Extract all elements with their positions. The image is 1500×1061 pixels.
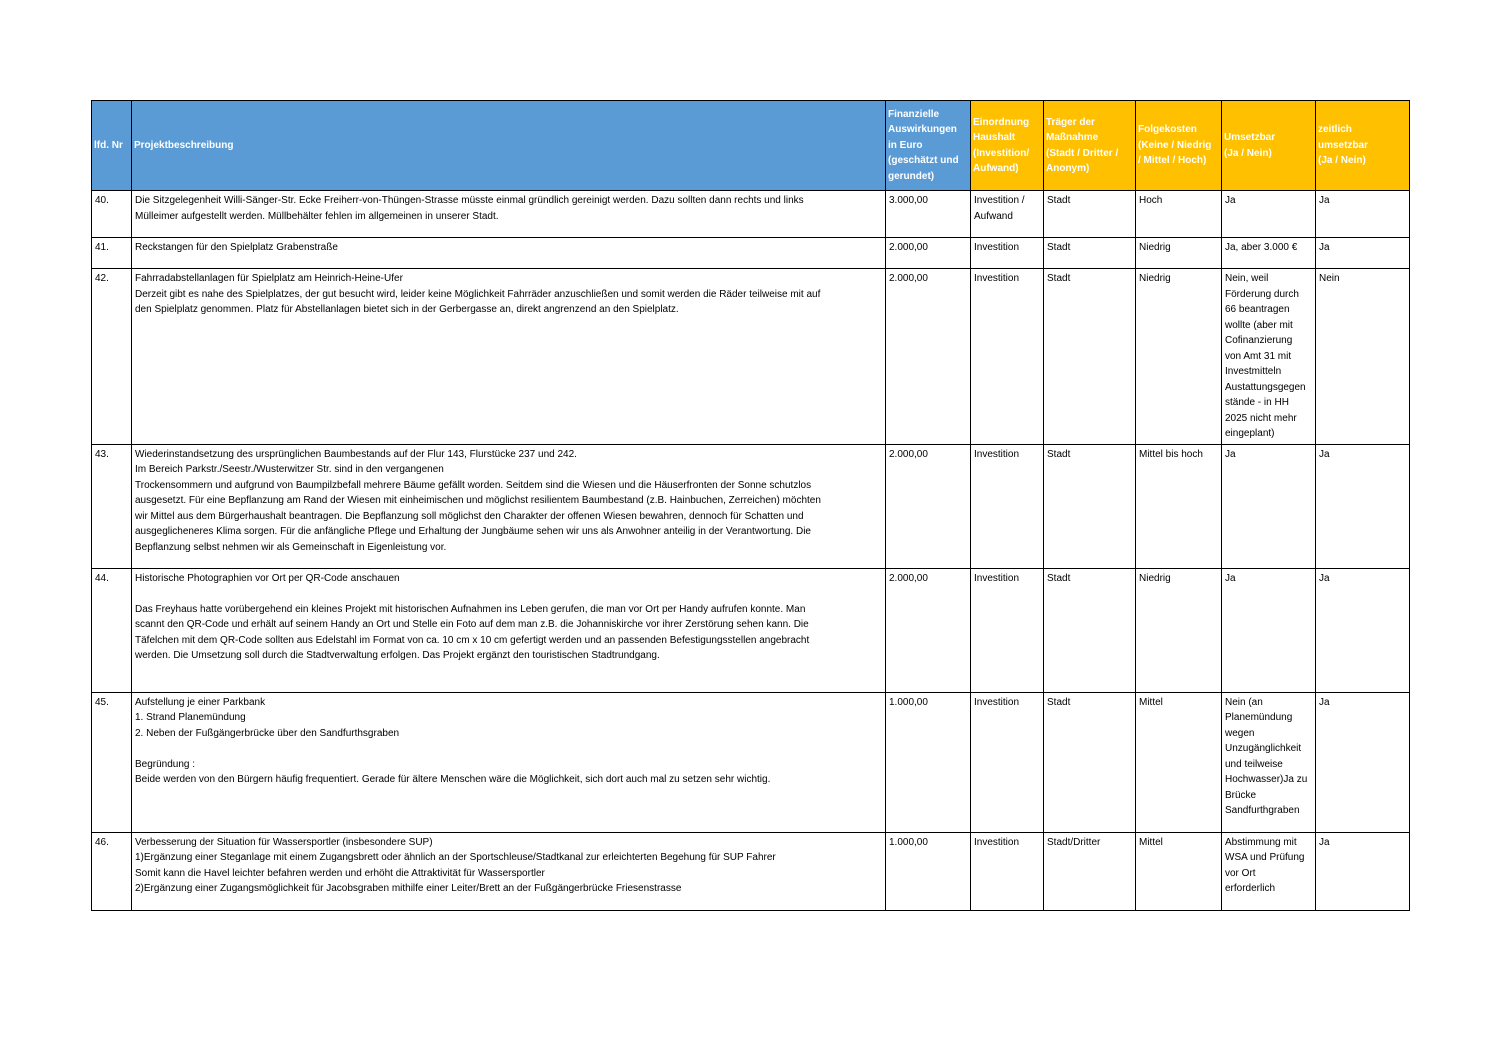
cell-folgekosten: Mittel bis hoch (1136, 444, 1222, 568)
cell-nr: 46. (92, 832, 132, 910)
cell-nr: 45. (92, 692, 132, 832)
cell-finanzielle: 1.000,00 (886, 832, 971, 910)
cell-umsetzbar: Ja (1222, 444, 1316, 568)
cell-umsetzbar: Nein (an Planemündung wegen Unzugänglichkeit und teilweise Hochwasser)Ja zu Brücke Sandfurthgraben (1222, 692, 1316, 832)
cell-einordnung: Investition (971, 269, 1044, 445)
cell-einordnung: Investition / Aufwand (971, 191, 1044, 238)
header-row (92, 101, 1410, 191)
cell-finanzielle: 2.000,00 (886, 238, 971, 269)
projects-table (91, 100, 1410, 911)
cell-traeger: Stadt (1044, 444, 1136, 568)
header-nr: lfd. Nr (92, 101, 132, 191)
cell-zeitlich: Ja (1316, 191, 1410, 238)
table-row (92, 832, 1410, 910)
header-umsetzbar: Umsetzbar (Ja / Nein) (1222, 101, 1316, 191)
cell-folgekosten: Niedrig (1136, 238, 1222, 269)
cell-traeger: Stadt (1044, 568, 1136, 692)
cell-finanzielle: 3.000,00 (886, 191, 971, 238)
cell-umsetzbar: Ja, aber 3.000 € (1222, 238, 1316, 269)
header-einordnung-haushalt: Einordnung Haushalt (Investition/ Aufwand) (971, 101, 1044, 191)
cell-nr: 40. (92, 191, 132, 238)
cell-traeger: Stadt (1044, 238, 1136, 269)
cell-finanzielle: 2.000,00 (886, 269, 971, 445)
cell-traeger: Stadt/Dritter (1044, 832, 1136, 910)
header-zeitlich-umsetzbar: zeitlich umsetzbar (Ja / Nein) (1316, 101, 1410, 191)
cell-projektbeschreibung: Fahrradabstellanlagen für Spielplatz am Heinrich-Heine-Ufer Derzeit gibt es nahe des Spielplatzes, der gut besucht wird, leider keine Möglichkeit Fahrräder anzuschließen und somit werden die Räder teilweise mit auf den Spielplatz genommen. Platz für Abstellanlagen bietet sich in der Gerbergasse an, direkt angrenzend an den Spielplatz. (132, 269, 886, 445)
cell-zeitlich: Ja (1316, 238, 1410, 269)
cell-einordnung: Investition (971, 238, 1044, 269)
cell-einordnung: Investition (971, 444, 1044, 568)
cell-folgekosten: Mittel (1136, 692, 1222, 832)
cell-projektbeschreibung: Die Sitzgelegenheit Willi-Sänger-Str. Ecke Freiherr-von-Thüngen-Strasse müsste einmal gründlich gereinigt werden. Dazu sollten dann rechts und links Mülleimer aufgestellt werden. Müllbehälter fehlen im allgemeinen in unserer Stadt. (132, 191, 886, 238)
cell-finanzielle: 2.000,00 (886, 568, 971, 692)
table-row (92, 191, 1410, 238)
cell-nr: 43. (92, 444, 132, 568)
cell-folgekosten: Mittel (1136, 832, 1222, 910)
header-finanzielle-auswirkungen: Finanzielle Auswirkungen in Euro (geschätzt und gerundet) (886, 101, 971, 191)
cell-folgekosten: Niedrig (1136, 269, 1222, 445)
cell-zeitlich: Ja (1316, 692, 1410, 832)
cell-umsetzbar: Nein, weil Förderung durch 66 beantragen wollte (aber mit Cofinanzierung von Amt 31 mit Investmitteln Austattungsgegen stände - in HH 2025 nicht mehr eingeplant) (1222, 269, 1316, 445)
cell-projektbeschreibung: Wiederinstandsetzung des ursprünglichen Baumbestands auf der Flur 143, Flurstücke 237 und 242. Im Bereich Parkstr./Seestr./Wusterwitzer Str. sind in den vergangenen Trockensommern und aufgrund von Baumpilzbefall mehrere Bäume gefällt worden. Seitdem sind die Wiesen und die Häuserfronten der Sonne schutzlos ausgesetzt. Für eine Bepflanzung am Rand der Wiesen mit einheimischen und möglichst resilientem Baumbestand (z.B. Hainbuchen, Zerreichen) möchten wir Mittel aus dem Bürgerhaushalt beantragen. Die Bepflanzung soll möglichst den Charakter der offenen Wiesen bewahren, dennoch für Schatten und ausgeglicheneres Klima sorgen. Für die anfängliche Pflege und Erhaltung der Jungbäume sehen wir uns als Anwohner anteilig in der Verantwortung. Die Bepflanzung selbst nehmen wir als Gemeinschaft in Eigenleistung vor. (132, 444, 886, 568)
cell-zeitlich: Ja (1316, 444, 1410, 568)
cell-projektbeschreibung: Verbesserung der Situation für Wassersportler (insbesondere SUP) 1)Ergänzung einer Steganlage mit einem Zugangsbrett oder ähnlich an der Sportschleuse/Stadtkanal zur erleichterten Begehung für SUP Fahrer Somit kann die Havel leichter befahren werden und erhöht die Attraktivität für Wassersportler 2)Ergänzung einer Zugangsmöglichkeit für Jacobsgraben mithilfe einer Leiter/Brett an der Fußgängerbrücke Friesenstrasse (132, 832, 886, 910)
table-row (92, 692, 1410, 832)
cell-nr: 41. (92, 238, 132, 269)
cell-traeger: Stadt (1044, 269, 1136, 445)
cell-einordnung: Investition (971, 692, 1044, 832)
cell-traeger: Stadt (1044, 692, 1136, 832)
header-projektbeschreibung: Projektbeschreibung (132, 101, 886, 191)
cell-finanzielle: 1.000,00 (886, 692, 971, 832)
cell-projektbeschreibung: Aufstellung je einer Parkbank 1. Strand Planemündung 2. Neben der Fußgängerbrücke über den Sandfurthsgraben Begründung : Beide werden von den Bürgern häufig frequentiert. Gerade für ältere Menschen wäre die Möglichkeit, sich dort auch mal zu setzen sehr wichtig. (132, 692, 886, 832)
cell-umsetzbar: Ja (1222, 568, 1316, 692)
table-row (92, 269, 1410, 445)
cell-finanzielle: 2.000,00 (886, 444, 971, 568)
cell-zeitlich: Ja (1316, 832, 1410, 910)
header-traeger: Träger der Maßnahme (Stadt / Dritter / Anonym) (1044, 101, 1136, 191)
cell-umsetzbar: Abstimmung mit WSA und Prüfung vor Ort erforderlich (1222, 832, 1316, 910)
cell-traeger: Stadt (1044, 191, 1136, 238)
cell-einordnung: Investition (971, 832, 1044, 910)
cell-nr: 42. (92, 269, 132, 445)
cell-nr: 44. (92, 568, 132, 692)
table-row (92, 568, 1410, 692)
cell-zeitlich: Ja (1316, 568, 1410, 692)
cell-einordnung: Investition (971, 568, 1044, 692)
header-folgekosten: Folgekosten (Keine / Niedrig / Mittel / Hoch) (1136, 101, 1222, 191)
cell-projektbeschreibung: Reckstangen für den Spielplatz Grabenstraße (132, 238, 886, 269)
cell-folgekosten: Hoch (1136, 191, 1222, 238)
cell-umsetzbar: Ja (1222, 191, 1316, 238)
table-row (92, 238, 1410, 269)
cell-zeitlich: Nein (1316, 269, 1410, 445)
table-row (92, 444, 1410, 568)
cell-folgekosten: Niedrig (1136, 568, 1222, 692)
cell-projektbeschreibung: Historische Photographien vor Ort per QR-Code anschauen Das Freyhaus hatte vorübergehend ein kleines Projekt mit historischen Aufnahmen ins Leben gerufen, die man vor Ort per Handy aufrufen konnte. Man scannt den QR-Code und erhält auf seinem Handy an Ort und Stelle ein Foto auf dem man z.B. die Johanniskirche vor ihrer Zerstörung sehen kann. Die Täfelchen mit dem QR-Code sollten aus Edelstahl im Format von ca. 10 cm x 10 cm gefertigt werden und an passenden Befestigungsstellen angebracht werden. Die Umsetzung soll durch die Stadtverwaltung erfolgen. Das Projekt ergänzt den touristischen Stadtrundgang. (132, 568, 886, 692)
